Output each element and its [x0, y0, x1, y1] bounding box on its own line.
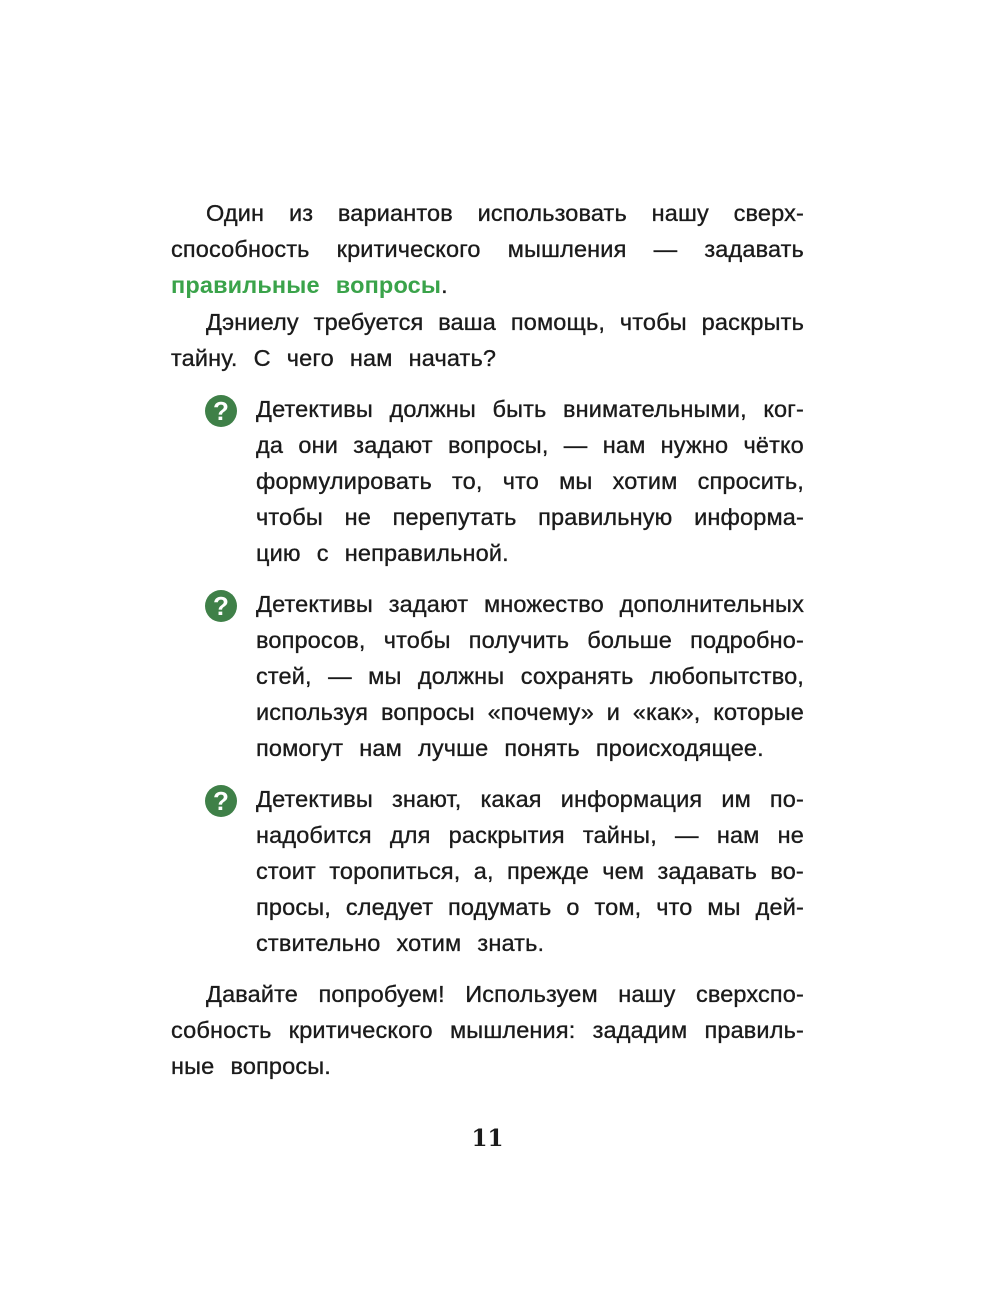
paragraph-line: Один из вариантов использовать нашу сверх- — [206, 200, 804, 226]
paragraph-line: способность критического мышления — задавать — [171, 236, 804, 262]
question-mark-icon: ? — [205, 785, 237, 817]
paragraph-line: Давайте попробуем! Используем нашу сверхспо- — [206, 981, 804, 1007]
bullet-line: Детективы должны быть внимательными, ког- — [256, 396, 804, 422]
paragraph-line: тайну. С чего нам начать? — [171, 345, 497, 371]
bullet-line: помогут нам лучше понять происходящее. — [256, 735, 764, 761]
bullet-line: стей, — мы должны сохранять любопытство, — [256, 663, 804, 689]
bullet-line: просы, следует подумать о том, что мы дей- — [256, 894, 804, 920]
bullet-line: ствительно хотим знать. — [256, 930, 545, 956]
paragraph-line: собность критического мышления: зададим правиль- — [171, 1017, 804, 1043]
paragraph-line: Дэниелу требуется ваша помощь, чтобы раскрыть — [206, 309, 804, 335]
bullet-line: да они задают вопросы, — нам нужно чётко — [256, 432, 804, 458]
question-mark-icon: ? — [205, 590, 237, 622]
bullet-line: используя вопросы «почему» и «как», которые — [256, 699, 804, 725]
paragraph-line: правильные вопросы. — [171, 272, 448, 298]
page-number: 11 — [471, 1125, 504, 1152]
paragraph-line: ные вопросы. — [171, 1053, 331, 1079]
bullet-line: чтобы не перепутать правильную информа- — [256, 504, 804, 530]
bullet-line: формулировать то, что мы хотим спросить, — [256, 468, 804, 494]
highlight-term: правильные вопросы — [171, 272, 442, 298]
bullet-line: надобится для раскрытия тайны, — нам не — [256, 822, 804, 848]
bullet-line: Детективы знают, какая информация им по- — [256, 786, 804, 812]
bullet-line: вопросов, чтобы получить больше подробно- — [256, 627, 804, 653]
bullet-line: стоит торопиться, а, прежде чем задавать во- — [256, 858, 804, 884]
question-mark-icon: ? — [205, 395, 237, 427]
bullet-line: Детективы задают множество дополнительных — [256, 591, 804, 617]
bullet-line: цию с неправильной. — [256, 540, 509, 566]
